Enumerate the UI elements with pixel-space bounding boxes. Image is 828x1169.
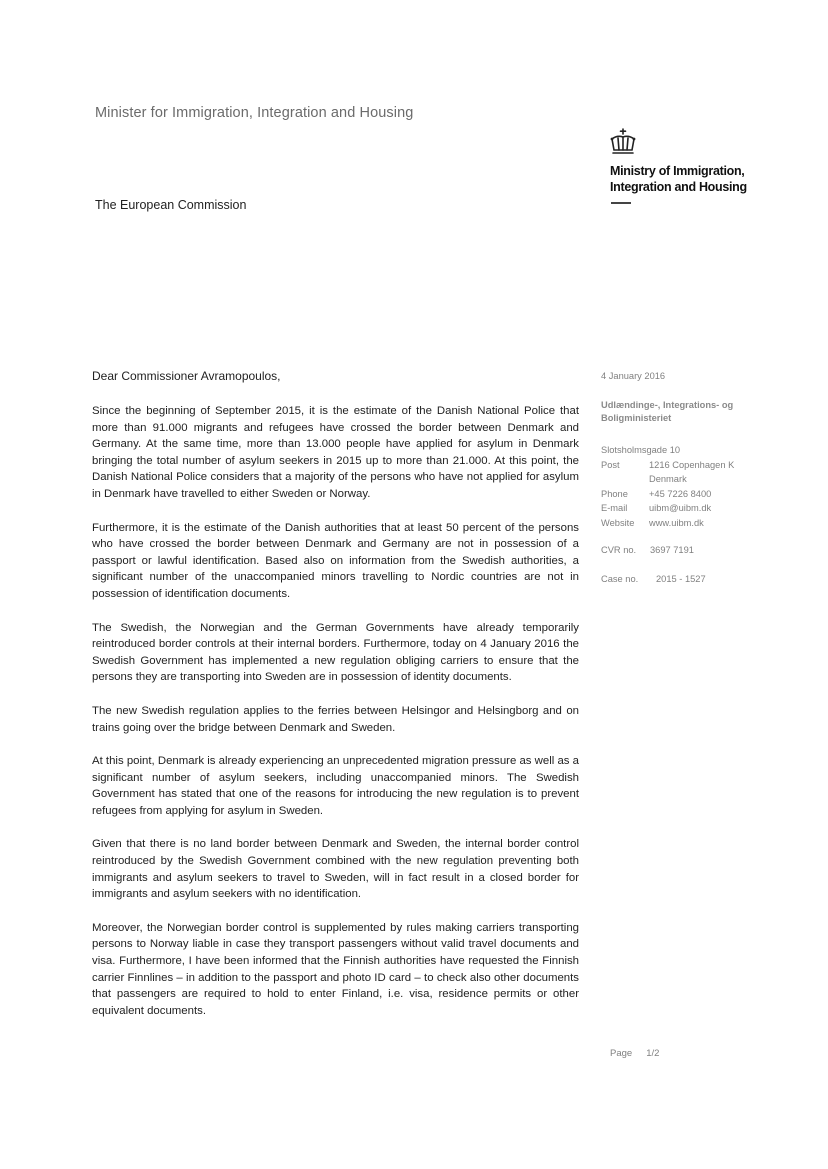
case-value: 2015 - 1527 xyxy=(656,574,706,584)
body-paragraph: The Swedish, the Norwegian and the German Governments have already temporarily reintroduced border controls at their internal borders. Furthermore, today on 4 January 2016 the Swedish Government has implemented a new regulation obliging carriers to ensure that the persons they are transporting into Sweden are in possession of identity documents. xyxy=(92,621,579,684)
contact-block xyxy=(601,443,734,531)
body-paragraph: At this point, Denmark is already experiencing an unprecedented migration pressure as well as a significant number of asylum seekers, including unaccompanied minors. The Swedish Government has stated that one of the reasons for introducing the new regulation is to prevent refugees from applying for asylum in Sweden. xyxy=(92,755,579,817)
post-value: 1216 Copenhagen K Denmark xyxy=(649,459,735,485)
ministry-name-line: Ministry of Immigration, xyxy=(610,164,745,178)
email-label: E-mail xyxy=(601,503,628,514)
cvr-label: CVR no. xyxy=(601,545,637,555)
page-number xyxy=(610,1048,659,1059)
phone-label: Phone xyxy=(601,488,628,499)
department-line: Boligministeriet xyxy=(601,413,672,423)
website-link[interactable]: www.uibm.dk xyxy=(649,517,704,528)
body-paragraph: Furthermore, it is the estimate of the Danish authorities that at least 50 percent of the persons who have crossed the border between Denmark and Germany are not in possession of a passport or lawful identification. Based also on information from the Swedish authorities, a significant number of the unaccompanied minors travelling to Nordic countries are not in possession of identification documents. xyxy=(92,521,579,600)
case-number xyxy=(601,574,706,584)
body-paragraph: Moreover, the Norwegian border control is supplemented by rules making carriers transporting persons to Norway liable in case they transport passengers without valid travel documents and visa. Furthermore, I have been informed that the Finnish authorities have requested the Finnish carrier Finnlines – in addition to the passport and photo ID card – to check also other documents that passengers are required to hold to enter Finland, i.e. visa, residence permits or other equivalent documents. xyxy=(92,921,579,1017)
post-label: Post xyxy=(601,459,620,470)
page-label: Page xyxy=(610,1048,633,1059)
phone-value: +45 7226 8400 xyxy=(649,488,712,499)
body-paragraph: Given that there is no land border between Denmark and Sweden, the internal border control reintroduced by the Swedish Government combined with the new regulation preventing both immigrants and asylum seekers to travel to Sweden, will in fact result in a closed border for immigrants and asylum seekers with no identification. xyxy=(92,838,579,901)
royal-crown-icon xyxy=(608,128,638,158)
minister-title: Minister for Immigration, Integration and Housing xyxy=(95,105,414,121)
ministry-name-line: Integration and Housing xyxy=(610,180,747,194)
page-value: 1/2 xyxy=(646,1048,660,1059)
salutation: Dear Commissioner Avramopoulos, xyxy=(92,369,281,383)
ministry-divider xyxy=(611,202,631,204)
letter-date: 4 January 2016 xyxy=(601,371,666,381)
department-name xyxy=(601,399,733,425)
letter-body xyxy=(92,403,579,1036)
cvr-number xyxy=(601,545,694,555)
street-address: Slotsholmsgade 10 xyxy=(601,445,681,455)
ministry-name xyxy=(610,163,747,195)
email-link[interactable]: uibm@uibm.dk xyxy=(649,503,712,514)
case-label: Case no. xyxy=(601,574,639,584)
department-line: Udlændinge-, Integrations- og xyxy=(601,400,734,410)
recipient: The European Commission xyxy=(95,198,247,212)
body-paragraph: Since the beginning of September 2015, it is the estimate of the Danish National Police that more than 91.000 migrants and refugees have crossed the border between Denmark and Germany. At the same time, more than 13.000 people have applied for asylum in Denmark bringing the total number of asylum seekers in 2015 up to more than 21.000. At this point, the Danish National Police considers that a majority of the persons who have not applied for asylum in Denmark have travelled to either Sweden or Norway. xyxy=(92,405,579,500)
website-label: Website xyxy=(601,517,635,528)
body-paragraph: The new Swedish regulation applies to the ferries between Helsingor and Helsingborg and on trains going over the bridge between Denmark and Sweden. xyxy=(92,704,579,734)
cvr-value: 3697 7191 xyxy=(650,545,694,555)
